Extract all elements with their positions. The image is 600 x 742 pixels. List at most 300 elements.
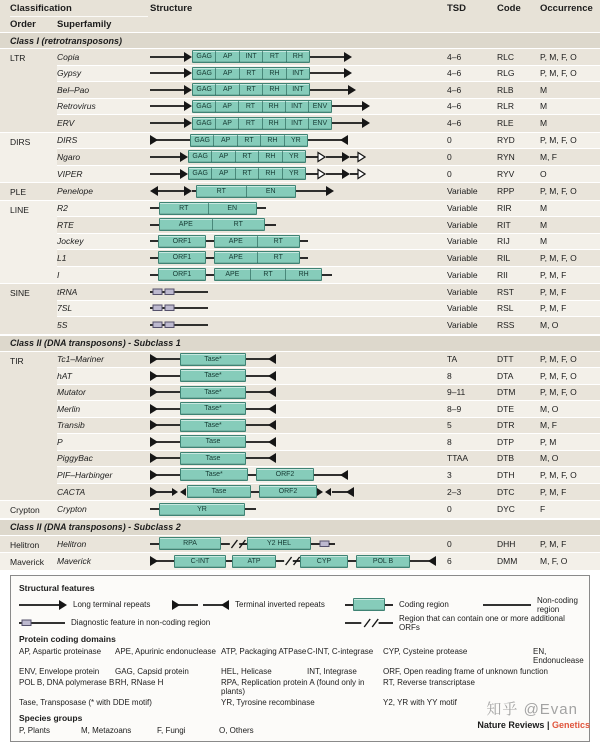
structure-token-tirl bbox=[150, 418, 180, 432]
tsd-value: 2–3 bbox=[447, 486, 462, 497]
domain-segment-label: C-INT bbox=[190, 557, 210, 565]
occurrence-value: P, M, F, O bbox=[540, 370, 577, 381]
superfamily-name: RTE bbox=[57, 219, 74, 230]
tsd-value: Variable bbox=[447, 286, 478, 297]
domain-segment-label: RH bbox=[262, 68, 285, 79]
occurrence-value: M, F bbox=[540, 151, 557, 162]
occurrence-value: M bbox=[540, 236, 548, 247]
table-row bbox=[57, 536, 600, 553]
legend-label: Diagnostic feature in non-coding region bbox=[71, 618, 211, 627]
structure-token-line bbox=[150, 251, 158, 265]
structure-token-openr bbox=[350, 150, 366, 164]
domain-row bbox=[19, 678, 581, 696]
structure-token-ltr bbox=[150, 150, 188, 164]
order-group bbox=[0, 49, 600, 133]
tsd-value: 0 bbox=[447, 151, 452, 162]
structure-schematic bbox=[150, 234, 447, 248]
coding-region-box bbox=[180, 402, 246, 415]
coding-region-box bbox=[232, 555, 276, 568]
domain-segment-label: ORF1 bbox=[172, 254, 192, 262]
domain-segment-label: RT bbox=[250, 269, 286, 280]
domain-abbreviation: EN, Endonuclease bbox=[533, 646, 584, 665]
coding-region-box bbox=[192, 50, 310, 63]
domain-segment-label: ATP bbox=[247, 557, 261, 565]
code-value: DTE bbox=[497, 403, 514, 414]
table-row bbox=[57, 183, 600, 200]
legend-symbol bbox=[19, 616, 65, 630]
occurrence-value: P, M, F, O bbox=[540, 252, 577, 263]
structure-token-ltr bbox=[326, 167, 350, 181]
superfamily-name: DIRS bbox=[57, 135, 78, 146]
col-header-order: Order bbox=[10, 18, 36, 30]
col-header-classification: Classification bbox=[10, 2, 72, 14]
structure-token-tirr bbox=[314, 468, 348, 482]
structure-token-diag bbox=[150, 301, 180, 315]
code-value: RPP bbox=[497, 186, 515, 197]
code-value: RYD bbox=[497, 135, 515, 146]
coding-region-box bbox=[353, 598, 385, 611]
code-value: RYV bbox=[497, 168, 515, 179]
legend-item bbox=[172, 598, 345, 612]
table-row bbox=[57, 267, 600, 284]
occurrence-value: P, M, F, O bbox=[540, 68, 577, 79]
structure-token-tirr bbox=[246, 385, 276, 399]
table-row bbox=[57, 166, 600, 183]
superfamily-name: Tc1–Mariner bbox=[57, 354, 104, 365]
domain-abbreviation: POL B, DNA polymerase B bbox=[19, 678, 115, 688]
tsd-value: 0 bbox=[447, 504, 452, 515]
section-header: Class II (DNA transposons) - Subclass 1 bbox=[0, 335, 600, 352]
species-group: M, Metazoans bbox=[81, 725, 132, 735]
domain-segment-label: CYP bbox=[316, 557, 332, 565]
structure-schematic bbox=[150, 184, 447, 198]
occurrence-value: M bbox=[540, 84, 548, 95]
structure-token-slash bbox=[221, 537, 247, 551]
occurrence-value: M, F, O bbox=[540, 556, 568, 567]
order-cell: DIRS bbox=[0, 133, 57, 183]
structure-token-tirl bbox=[150, 468, 180, 482]
domain-segment-label: Tase* bbox=[204, 355, 222, 363]
domain-segment-label: RH bbox=[262, 118, 285, 129]
superfamily-name: Jockey bbox=[57, 236, 84, 247]
order-cell: LTR bbox=[0, 49, 57, 132]
tsd-value: 5 bbox=[447, 420, 452, 431]
table-row bbox=[57, 201, 600, 218]
structure-token-tirr bbox=[203, 598, 229, 612]
journal-section: Genetics bbox=[551, 720, 590, 730]
superfamily-name: Crypton bbox=[57, 504, 87, 515]
domain-segment-label: RT bbox=[257, 252, 300, 263]
legend-item bbox=[19, 598, 172, 612]
domain-segment-label: RT bbox=[237, 135, 260, 146]
domain-segment-label: APE bbox=[225, 271, 240, 279]
domain-segment-label: RT bbox=[179, 204, 189, 212]
order-cell: Maverick bbox=[0, 553, 57, 570]
structure-token-dend bbox=[315, 537, 335, 551]
col-header-tsd: TSD bbox=[447, 2, 466, 14]
coding-region-box bbox=[180, 369, 246, 382]
structure-token-line bbox=[348, 554, 356, 568]
structure-token-ltr bbox=[150, 66, 192, 80]
occurrence-value: P, M, F bbox=[540, 486, 567, 497]
superfamily-name: Helitron bbox=[57, 538, 87, 549]
section-header: Class II (DNA transposons) - Subclass 2 bbox=[0, 519, 600, 536]
coding-region-box bbox=[159, 537, 221, 550]
structure-token-diag bbox=[150, 285, 180, 299]
domain-abbreviation: APE, Apurinic endonuclease bbox=[115, 646, 216, 656]
order-group bbox=[0, 536, 600, 554]
domain-segment-label: Y2 HEL bbox=[266, 540, 292, 548]
domain-segment-label: AP bbox=[213, 135, 236, 146]
structure-token-tirr bbox=[308, 133, 348, 147]
domain-segment-label: Tase* bbox=[204, 388, 222, 396]
domain-segment-label: RH bbox=[262, 84, 285, 95]
domain-segment-label: AP bbox=[215, 84, 238, 95]
structure-token-ltr bbox=[296, 184, 334, 198]
table-row bbox=[57, 66, 600, 83]
structure-token-tirl bbox=[150, 402, 180, 416]
structure-token-tirr bbox=[246, 402, 276, 416]
structure-token-line bbox=[345, 598, 353, 612]
table-row bbox=[57, 401, 600, 418]
group-rows bbox=[57, 49, 600, 132]
domain-segment-label: RT bbox=[216, 187, 226, 195]
structure-token-ltr bbox=[150, 99, 192, 113]
structure-token-tirl bbox=[150, 451, 180, 465]
domain-segment-label: RH bbox=[262, 101, 285, 112]
table-row bbox=[57, 82, 600, 99]
domain-segment-label: INT bbox=[285, 118, 308, 129]
tsd-value: TTAA bbox=[447, 453, 469, 464]
table-row bbox=[57, 434, 600, 451]
tsd-value: 4–6 bbox=[447, 68, 462, 79]
coding-region-box bbox=[180, 452, 246, 465]
code-value: DTR bbox=[497, 420, 515, 431]
occurrence-value: P, M, F, O bbox=[540, 387, 577, 398]
code-value: RIL bbox=[497, 252, 511, 263]
domain-segment-label: RH bbox=[286, 51, 309, 62]
tsd-value: Variable bbox=[447, 219, 478, 230]
domain-segment-label: ENV bbox=[308, 101, 331, 112]
domain-segment-label: Tase bbox=[211, 488, 227, 496]
table-row bbox=[57, 368, 600, 385]
domain-segment-label: INT bbox=[286, 68, 309, 79]
superfamily-name: P bbox=[57, 436, 63, 447]
structure-token-line bbox=[322, 268, 332, 282]
coding-region-box bbox=[247, 537, 311, 550]
code-value: RLG bbox=[497, 68, 515, 79]
structure-token-tirl bbox=[150, 435, 180, 449]
structure-token-tirr bbox=[246, 352, 276, 366]
structure-token-line bbox=[180, 318, 208, 332]
structure-schematic bbox=[150, 83, 447, 97]
code-value: DTT bbox=[497, 354, 514, 365]
table-row bbox=[57, 49, 600, 66]
structure-schematic bbox=[150, 485, 447, 499]
coding-region-box bbox=[188, 150, 306, 163]
coding-region-box bbox=[214, 251, 300, 264]
table-row bbox=[57, 467, 600, 484]
code-value: RYN bbox=[497, 151, 515, 162]
domain-segment-label: INT bbox=[286, 84, 309, 95]
domain-segment-label: GAG bbox=[196, 53, 212, 61]
table-row bbox=[57, 553, 600, 570]
domain-abbreviation: Y2, YR with YY motif bbox=[383, 698, 457, 708]
structure-schematic bbox=[150, 285, 447, 299]
legend-label: Coding region bbox=[399, 600, 449, 609]
structure-token-dbl bbox=[150, 184, 192, 198]
domain-segment-label: YR bbox=[197, 505, 207, 513]
structure-token-tirr bbox=[332, 485, 354, 499]
order-group bbox=[0, 183, 600, 201]
tsd-value: 8–9 bbox=[447, 403, 462, 414]
structure-token-line bbox=[150, 502, 159, 516]
coding-region-box bbox=[180, 353, 246, 366]
domain-segment-label: RT bbox=[212, 219, 265, 230]
occurrence-value: P, M, F, O bbox=[540, 469, 577, 480]
occurrence-value: P, M, F, O bbox=[540, 51, 577, 62]
legend-symbol bbox=[172, 598, 229, 612]
superfamily-name: Bel–Pao bbox=[57, 84, 90, 95]
domain-segment-label: RT bbox=[239, 84, 262, 95]
domain-abbreviation: Tase, Transposase (* with DDE motif) bbox=[19, 698, 152, 708]
occurrence-value: P, M bbox=[540, 436, 557, 447]
domain-segment-label: RH bbox=[258, 151, 281, 162]
journal-separator: | bbox=[544, 720, 552, 730]
tsd-value: 3 bbox=[447, 469, 452, 480]
tsd-value: Variable bbox=[447, 320, 478, 331]
coding-region-box bbox=[214, 268, 322, 281]
domain-segment-label: POL B bbox=[372, 557, 394, 565]
code-value: RLE bbox=[497, 118, 514, 129]
structure-token-line bbox=[150, 234, 158, 248]
code-value: RST bbox=[497, 286, 514, 297]
coding-region-box bbox=[192, 100, 332, 113]
col-header-code: Code bbox=[497, 2, 521, 14]
structure-token-ltr bbox=[310, 83, 356, 97]
structure-token-diag bbox=[19, 616, 65, 630]
structure-schematic bbox=[150, 66, 447, 80]
superfamily-name: Copia bbox=[57, 51, 80, 62]
species-group: F, Fungi bbox=[157, 725, 186, 735]
structure-schematic bbox=[150, 451, 447, 465]
coding-region-box bbox=[192, 83, 310, 96]
species-group: O, Others bbox=[219, 725, 254, 735]
table-row bbox=[57, 501, 600, 518]
structure-schematic bbox=[150, 352, 447, 366]
domain-segment-label: Tase bbox=[205, 438, 221, 446]
watermark: 知乎 @Evan bbox=[486, 701, 578, 718]
structure-schematic bbox=[150, 50, 447, 64]
structure-schematic bbox=[150, 251, 447, 265]
legend-item bbox=[345, 614, 581, 632]
coding-region-box bbox=[180, 468, 248, 481]
table-row bbox=[57, 99, 600, 116]
structure-schematic bbox=[150, 537, 447, 551]
journal-name: Nature Reviews bbox=[477, 720, 545, 730]
superfamily-name: Gypsy bbox=[57, 68, 82, 79]
journal-credit bbox=[477, 720, 590, 730]
code-value: DTB bbox=[497, 453, 514, 464]
table-row bbox=[57, 385, 600, 402]
structure-token-ltr bbox=[150, 83, 192, 97]
order-cell: TIR bbox=[0, 352, 57, 501]
legend-species-title: Species groups bbox=[19, 712, 83, 723]
coding-region-box bbox=[256, 468, 314, 481]
domain-segment-label: INT bbox=[239, 51, 262, 62]
table-row bbox=[57, 484, 600, 501]
group-rows bbox=[57, 133, 600, 183]
occurrence-value: P, M, F, O bbox=[540, 354, 577, 365]
order-cell: Crypton bbox=[0, 501, 57, 518]
structure-schematic bbox=[150, 301, 447, 315]
structure-token-line bbox=[251, 485, 259, 499]
occurrence-value: M, O bbox=[540, 320, 559, 331]
tsd-value: 4–6 bbox=[447, 51, 462, 62]
structure-token-line bbox=[245, 502, 256, 516]
occurrence-value: M bbox=[540, 118, 548, 129]
structure-token-line bbox=[150, 268, 158, 282]
code-value: DTP bbox=[497, 436, 514, 447]
occurrence-value: P, M, F bbox=[540, 286, 567, 297]
domain-segment-label: AP bbox=[215, 118, 238, 129]
domain-segment-label: RT bbox=[235, 168, 258, 179]
tsd-value: Variable bbox=[447, 269, 478, 280]
superfamily-name: Maverick bbox=[57, 556, 92, 567]
structure-schematic bbox=[150, 268, 447, 282]
structure-token-ltr bbox=[150, 50, 192, 64]
tsd-value: 6 bbox=[447, 556, 452, 567]
structure-token-tirr bbox=[410, 554, 436, 568]
structure-schematic bbox=[150, 201, 447, 215]
table-row bbox=[57, 133, 600, 150]
domain-segment-label: AP bbox=[215, 101, 238, 112]
domain-segment-label: ORF2 bbox=[278, 488, 298, 496]
legend-symbol bbox=[345, 598, 393, 612]
table-row bbox=[57, 250, 600, 267]
tsd-value: 0 bbox=[447, 538, 452, 549]
legend-item bbox=[345, 598, 483, 612]
table-row bbox=[57, 317, 600, 334]
group-rows bbox=[57, 352, 600, 501]
structure-schematic bbox=[150, 554, 447, 568]
superfamily-name: 5S bbox=[57, 320, 68, 331]
code-value: DHH bbox=[497, 538, 516, 549]
domain-segment-label: Tase* bbox=[204, 372, 222, 380]
superfamily-name: Transib bbox=[57, 420, 85, 431]
order-group bbox=[0, 352, 600, 502]
domain-segment-label: RT bbox=[262, 51, 285, 62]
domain-segment-label: ORF2 bbox=[275, 471, 295, 479]
structure-token-line bbox=[180, 301, 208, 315]
occurrence-value: M, F bbox=[540, 420, 557, 431]
code-value: DTH bbox=[497, 469, 515, 480]
domain-segment-label: YR bbox=[282, 168, 305, 179]
occurrence-value: P, M, F bbox=[540, 303, 567, 314]
domain-segment-label: GAG bbox=[196, 119, 212, 127]
table-row bbox=[57, 301, 600, 318]
structure-schematic bbox=[150, 150, 447, 164]
table-row bbox=[57, 418, 600, 435]
col-header-superfamily: Superfamily bbox=[57, 18, 112, 30]
domain-segment-label: Tase* bbox=[204, 421, 222, 429]
structure-schematic bbox=[150, 99, 447, 113]
coding-region-box bbox=[158, 235, 206, 248]
domain-abbreviation: AP, Aspartic proteinase bbox=[19, 646, 102, 656]
superfamily-name: L1 bbox=[57, 252, 67, 263]
code-value: RIT bbox=[497, 219, 511, 230]
tsd-value: 0 bbox=[447, 168, 452, 179]
occurrence-value: P, M, F, O bbox=[540, 135, 577, 146]
domain-row bbox=[19, 667, 581, 676]
tsd-value: 4–6 bbox=[447, 84, 462, 95]
coding-region-box bbox=[300, 555, 348, 568]
occurrence-value: P, M, F, O bbox=[540, 186, 577, 197]
domain-abbreviation: C-INT, C-integrase bbox=[307, 646, 374, 656]
coding-region-box bbox=[158, 268, 206, 281]
structure-token-slash bbox=[345, 616, 393, 630]
structure-token-openr bbox=[350, 167, 366, 181]
domain-segment-label: ENV bbox=[308, 118, 331, 129]
code-value: RIR bbox=[497, 203, 512, 214]
table-header bbox=[0, 0, 600, 32]
domain-segment-label: YR bbox=[284, 135, 307, 146]
tsd-value: 4–6 bbox=[447, 101, 462, 112]
structure-token-slash bbox=[276, 554, 300, 568]
group-rows bbox=[57, 183, 600, 200]
superfamily-name: Ngaro bbox=[57, 151, 81, 162]
structure-token-ltr bbox=[310, 66, 352, 80]
coding-region-box bbox=[180, 386, 246, 399]
tsd-value: Variable bbox=[447, 252, 478, 263]
coding-region-box bbox=[214, 235, 300, 248]
structure-token-openr bbox=[310, 150, 326, 164]
code-value: DMM bbox=[497, 556, 518, 567]
legend-structural-title: Structural features bbox=[19, 582, 95, 593]
domain-segment-label: RPA bbox=[183, 540, 197, 548]
species-group: P, Plants bbox=[19, 725, 50, 735]
legend-label: Non-coding region bbox=[537, 595, 578, 614]
col-header-occurrence: Occurrence bbox=[540, 2, 593, 14]
domain-segment-label: RH bbox=[285, 269, 321, 280]
order-group bbox=[0, 553, 600, 571]
domain-segment-label: GAG bbox=[192, 170, 208, 178]
structure-schematic bbox=[150, 502, 447, 516]
structure-token-tirl bbox=[150, 554, 174, 568]
legend-symbol bbox=[345, 616, 393, 630]
domain-segment-label: EN bbox=[246, 186, 296, 197]
structure-token-tirr bbox=[246, 451, 276, 465]
domain-row bbox=[19, 646, 584, 665]
domain-segment-label: RH bbox=[260, 135, 283, 146]
domain-segment-label: AP bbox=[215, 68, 238, 79]
structure-token-dd bbox=[172, 485, 187, 499]
domain-segment-label: AP bbox=[211, 151, 234, 162]
structure-token-tirl bbox=[172, 598, 198, 612]
code-value: RIJ bbox=[497, 236, 510, 247]
domain-segment-label: ORF1 bbox=[172, 237, 192, 245]
structure-schematic bbox=[150, 218, 447, 232]
tsd-value: Variable bbox=[447, 186, 478, 197]
domain-segment-label: GAG bbox=[196, 69, 212, 77]
structure-token-dd bbox=[317, 485, 332, 499]
domain-segment-label: GAG bbox=[194, 136, 210, 144]
code-value: DYC bbox=[497, 504, 515, 515]
structure-token-line bbox=[206, 268, 214, 282]
legend-item bbox=[483, 596, 581, 614]
superfamily-name: VIPER bbox=[57, 168, 83, 179]
legend-symbols-row1 bbox=[19, 596, 581, 614]
